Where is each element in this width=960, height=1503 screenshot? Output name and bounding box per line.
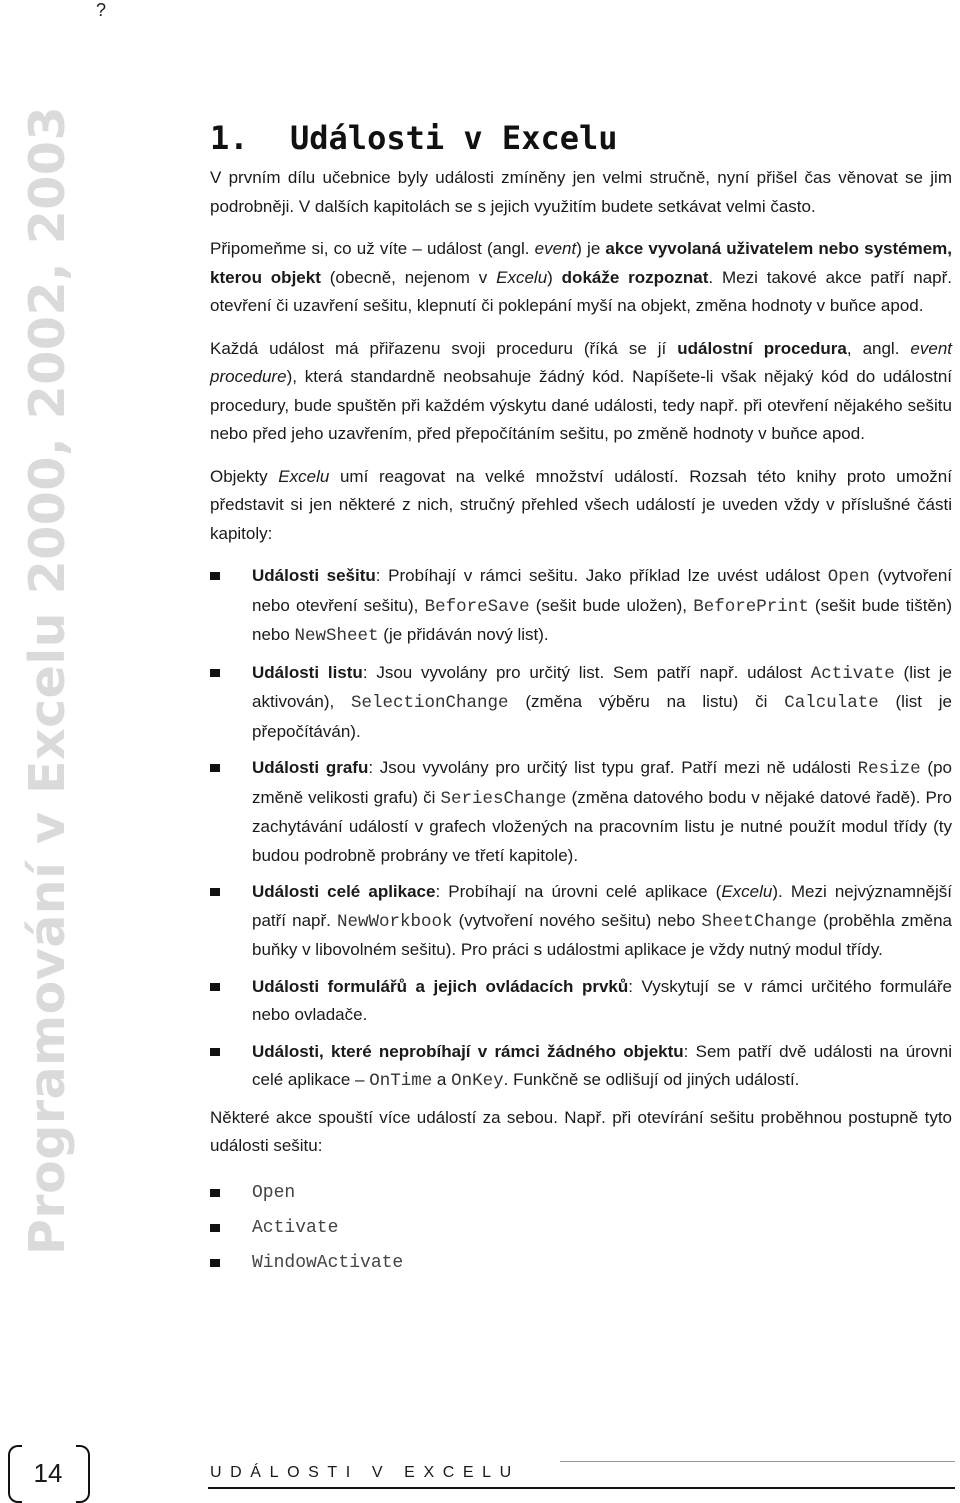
definition-paragraph bbox=[210, 235, 952, 321]
list-item bbox=[210, 754, 952, 870]
item-heading: Události grafu bbox=[252, 758, 369, 777]
text-run: (proběhla změna buňky v libovolném sešitu). Pro práci s událostmi aplikace je vždy nutný modul třídy. bbox=[252, 910, 952, 959]
item-heading: Události celé aplikace bbox=[252, 882, 436, 901]
text-run: : Jsou vyvolány pro určitý list typu graf. Patří mezi ně události bbox=[368, 758, 858, 777]
code-term: OnTime bbox=[369, 1071, 433, 1091]
code-term: WindowActivate bbox=[252, 1252, 404, 1273]
item-heading: Události formulářů a jejich ovládacích prvků bbox=[252, 976, 629, 996]
objects-paragraph bbox=[210, 463, 952, 549]
text-run: (vytvoření nebo otevření sešitu), bbox=[252, 566, 953, 615]
code-term: Activate bbox=[252, 1217, 339, 1238]
term-italic: event procedure bbox=[210, 338, 952, 386]
text-run: Připomeňme si, co už víte – událost (angl. bbox=[210, 239, 535, 258]
text-run: (sešit bude tištěn) nebo bbox=[252, 595, 952, 644]
text-run: : Sem patří dvě události na úrovni celé aplikace – bbox=[252, 1041, 952, 1089]
term-italic: Excelu bbox=[496, 267, 548, 287]
term-italic: event bbox=[534, 239, 577, 258]
list-item bbox=[210, 659, 952, 747]
list-item bbox=[210, 1245, 952, 1280]
chapter-title: Události v Excelu bbox=[290, 119, 618, 157]
code-term: Activate bbox=[810, 663, 895, 684]
code-term: Resize bbox=[857, 759, 921, 779]
bullet-marker bbox=[210, 983, 220, 991]
text-run: , angl. bbox=[846, 338, 911, 358]
text-run: (změna výběru na listu) či bbox=[508, 692, 785, 711]
list-item bbox=[210, 878, 952, 965]
running-footer-title: UDÁLOSTI V EXCELU bbox=[210, 1464, 520, 1481]
text-run: ), která standardně neobsahuje žádný kód. Napíšete-li však nějaký kód do událostní procedury, bude spuštěn při každém výskytu dané události, tedy např. při otevření nějakého sešitu nebo před jeho uzavřením, před přepočítáním sešitu, po změně hodnoty v buňce apod. bbox=[210, 367, 952, 443]
page-number: 14 bbox=[33, 1458, 63, 1488]
text-run: . Mezi takové akce patří např. otevření či uzavření sešitu, klepnutí či poklepání myší na objekt, změna hodnoty v buňce apod. bbox=[210, 267, 953, 315]
procedure-paragraph bbox=[210, 335, 952, 449]
chapter-heading bbox=[210, 118, 952, 164]
footer-rule bbox=[208, 1487, 955, 1489]
text-run: : Probíhají na úrovni celé aplikace ( bbox=[435, 882, 722, 901]
term-bold: akce vyvolaná uživatelem nebo systémem, kterou objekt bbox=[210, 239, 953, 287]
item-heading: Události sešitu bbox=[252, 566, 376, 585]
text-run: ). Mezi nejvýznamnější patří např. bbox=[252, 882, 952, 930]
code-term: SelectionChange bbox=[351, 693, 509, 713]
bullet-marker bbox=[210, 572, 220, 580]
code-term: Open bbox=[252, 1182, 296, 1203]
bullet-marker bbox=[210, 764, 220, 772]
term-bold: dokáže rozpoznat bbox=[561, 267, 709, 287]
list-item bbox=[210, 1175, 952, 1210]
bullet-marker bbox=[210, 1224, 220, 1232]
text-run: (změna datového bodu v nějaké datové řadě). Pro zachytávání událostí v grafech vložených na pracovním listu je nutné použít modul třídy (ty budou podrobně probrány ve třetí kapitole). bbox=[252, 787, 952, 865]
text-run: (vytvoření nového sešitu) nebo bbox=[452, 910, 702, 930]
code-term: SeriesChange bbox=[440, 788, 567, 809]
item-heading: Události, které neprobíhají v rámci žádného objektu bbox=[252, 1041, 684, 1061]
code-term: Open bbox=[827, 567, 870, 587]
intro-paragraph: V prvním dílu učebnice byly události zmíněny jen velmi stručně, nyní přišel čas věnovat se jim podrobněji. V dalších kapitolách se s jejich využitím budete setkávat velmi často. bbox=[210, 168, 952, 216]
code-term: NewWorkbook bbox=[337, 911, 453, 932]
list-item bbox=[210, 1038, 952, 1096]
sequence-paragraph: Některé akce spouští více událostí za sebou. Např. při otevírání sešitu proběhnou postupně tyto události sešitu: bbox=[210, 1107, 952, 1155]
text-run: . Funkčně se odlišují od jiných událostí. bbox=[503, 1070, 800, 1089]
list-item bbox=[210, 1210, 952, 1245]
code-term: SheetChange bbox=[701, 911, 817, 932]
term-bold: událostní procedura bbox=[677, 338, 847, 358]
text-run: : Jsou vyvolány pro určitý list. Sem patří např. událost bbox=[362, 662, 811, 682]
text-run: (po změně velikosti grafu) či bbox=[252, 758, 952, 807]
term-italic: Excelu bbox=[721, 882, 773, 901]
code-term: NewSheet bbox=[294, 626, 379, 646]
right-bracket bbox=[76, 1445, 90, 1503]
page-content bbox=[210, 118, 952, 1280]
code-term: OnKey bbox=[451, 1071, 504, 1091]
text-run: (list je přepočítáván). bbox=[252, 692, 952, 741]
code-term: Calculate bbox=[784, 693, 879, 713]
text-run: ) je bbox=[576, 239, 606, 258]
text-run: Každá událost má přiřazenu svoji proceduru (říká se jí bbox=[210, 338, 678, 358]
code-term: BeforeSave bbox=[424, 596, 530, 617]
bullet-marker bbox=[210, 888, 220, 896]
left-bracket bbox=[8, 1445, 22, 1503]
code-term: BeforePrint bbox=[693, 596, 809, 617]
text-run: : Vyskytují se v rámci určitého formuláře nebo ovladače. bbox=[252, 976, 952, 1024]
list-item bbox=[210, 562, 952, 651]
text-run: (list je aktivován), bbox=[252, 662, 953, 711]
event-categories-list bbox=[210, 562, 952, 1096]
text-run: (obecně, nejenom v bbox=[320, 267, 497, 287]
item-heading: Události listu bbox=[252, 662, 363, 682]
text-run: ) bbox=[547, 267, 562, 287]
text-run: a bbox=[432, 1070, 452, 1089]
list-item bbox=[210, 973, 952, 1030]
bullet-marker bbox=[210, 669, 220, 677]
bullet-marker bbox=[210, 1259, 220, 1267]
page-number-block bbox=[6, 1445, 96, 1501]
bullet-marker bbox=[210, 1048, 220, 1056]
term-italic: Excelu bbox=[278, 466, 330, 486]
text-run: (je přidáván nový list). bbox=[378, 625, 549, 644]
text-run: umí reagovat na velké množství událostí. Rozsah této knihy proto umožní představit si jen některé z nich, stručný přehled všech událostí je uveden vždy v příslušné části kapitoly: bbox=[210, 466, 952, 543]
text-run: Objekty bbox=[210, 466, 279, 486]
corner-question-mark: ? bbox=[96, 0, 107, 20]
text-run: (sešit bude uložen), bbox=[529, 595, 694, 615]
chapter-number: 1. bbox=[210, 119, 249, 157]
footer-rule-thin bbox=[560, 1461, 955, 1462]
book-title-vertical: Programování v Excelu 2000, 2002, 2003 bbox=[19, 105, 76, 1255]
bullet-marker bbox=[210, 1189, 220, 1197]
workbook-open-events-list bbox=[210, 1175, 952, 1280]
text-run: : Probíhají v rámci sešitu. Jako příklad lze uvést událost bbox=[375, 566, 828, 585]
